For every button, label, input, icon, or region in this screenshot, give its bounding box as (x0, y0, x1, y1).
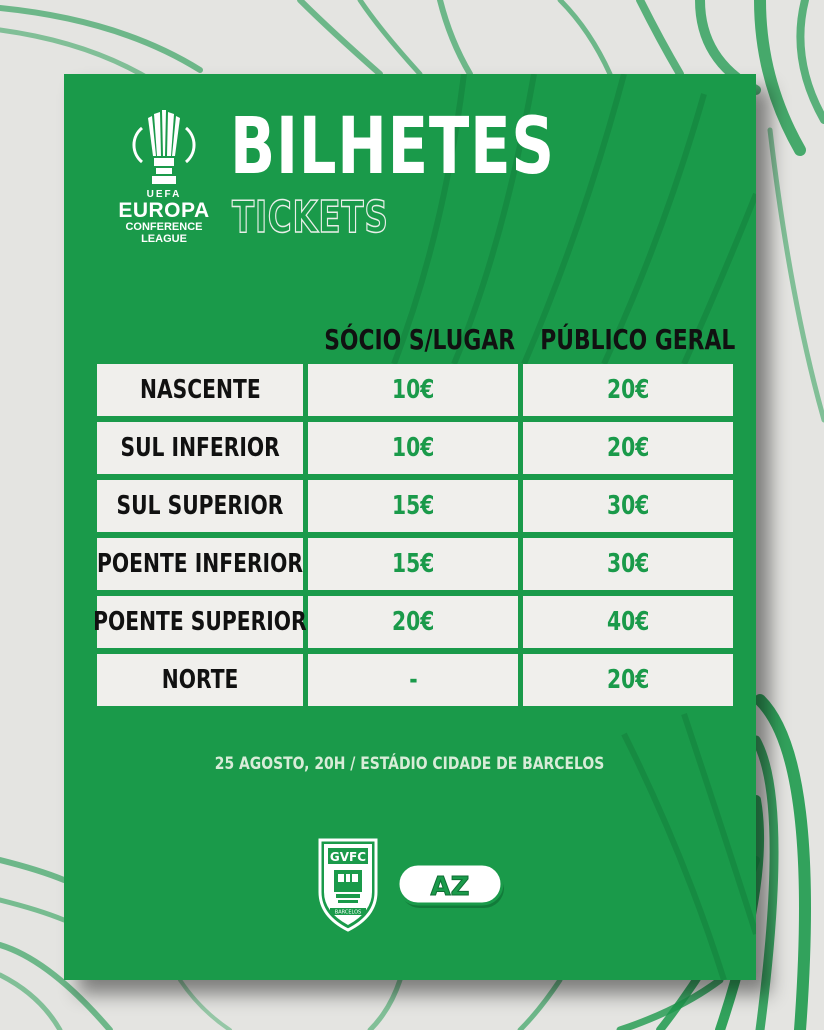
sector-name: NASCENTE (139, 375, 261, 405)
sector-name: SUL INFERIOR (120, 433, 280, 463)
az-wordmark: AZ (430, 872, 470, 902)
sector-name: NORTE (161, 665, 239, 695)
socio-price: - (408, 665, 418, 695)
ticket-panel (64, 74, 756, 980)
sector-name-cell (97, 538, 303, 590)
column-header-publico: PÚBLICO GERAL (540, 323, 736, 356)
sector-name-cell (93, 596, 307, 648)
sector-name: POENTE SUPERIOR (93, 607, 307, 637)
match-info-text: 25 AGOSTO, 20H / ESTÁDIO CIDADE DE BARCELOS (215, 754, 605, 774)
socio-price: 15€ (391, 549, 435, 579)
publico-price-cell (523, 364, 733, 416)
publico-price: 20€ (606, 665, 650, 695)
publico-price-cell (523, 480, 733, 532)
socio-price-cell (308, 364, 518, 416)
socio-price-cell (308, 654, 518, 706)
page-title: BILHETES (230, 102, 555, 192)
socio-price: 15€ (391, 491, 435, 521)
sector-name: POENTE INFERIOR (97, 549, 303, 579)
az-alkmaar-crest-icon (396, 862, 508, 912)
trophy-icon (130, 110, 198, 188)
socio-price: 10€ (391, 433, 435, 463)
column-header-socio: SÓCIO S/LUGAR (324, 323, 516, 356)
sector-name-cell (97, 422, 303, 474)
socio-price-cell (308, 538, 518, 590)
publico-price-cell (523, 654, 733, 706)
uefa-wordmark: UEFA (146, 189, 182, 200)
publico-price: 20€ (606, 375, 650, 405)
publico-price-cell (523, 422, 733, 474)
socio-price-cell (308, 480, 518, 532)
conference-wordmark: CONFERENCE (125, 221, 203, 233)
publico-price-cell (523, 596, 733, 648)
sector-name-cell (97, 480, 303, 532)
socio-price-cell (308, 422, 518, 474)
publico-price: 40€ (606, 607, 650, 637)
publico-price: 30€ (606, 549, 650, 579)
crest-city: BARCELOS (334, 909, 362, 916)
publico-price-cell (523, 538, 733, 590)
socio-price-cell (308, 596, 518, 648)
publico-price: 30€ (606, 491, 650, 521)
socio-price: 20€ (391, 607, 435, 637)
uefa-europa-conference-league-logo (114, 110, 214, 250)
socio-price: 10€ (391, 375, 435, 405)
sector-name: SUL SUPERIOR (116, 491, 284, 521)
crest-initials: GVFC (329, 850, 367, 864)
page-subtitle: TICKETS (232, 192, 389, 243)
sector-name-cell (97, 364, 303, 416)
gil-vicente-crest-icon (316, 836, 380, 932)
league-wordmark: LEAGUE (141, 233, 187, 245)
europa-wordmark: EUROPA (118, 199, 210, 222)
match-date-venue (64, 756, 756, 773)
sector-name-cell (97, 654, 303, 706)
publico-price: 20€ (606, 433, 650, 463)
